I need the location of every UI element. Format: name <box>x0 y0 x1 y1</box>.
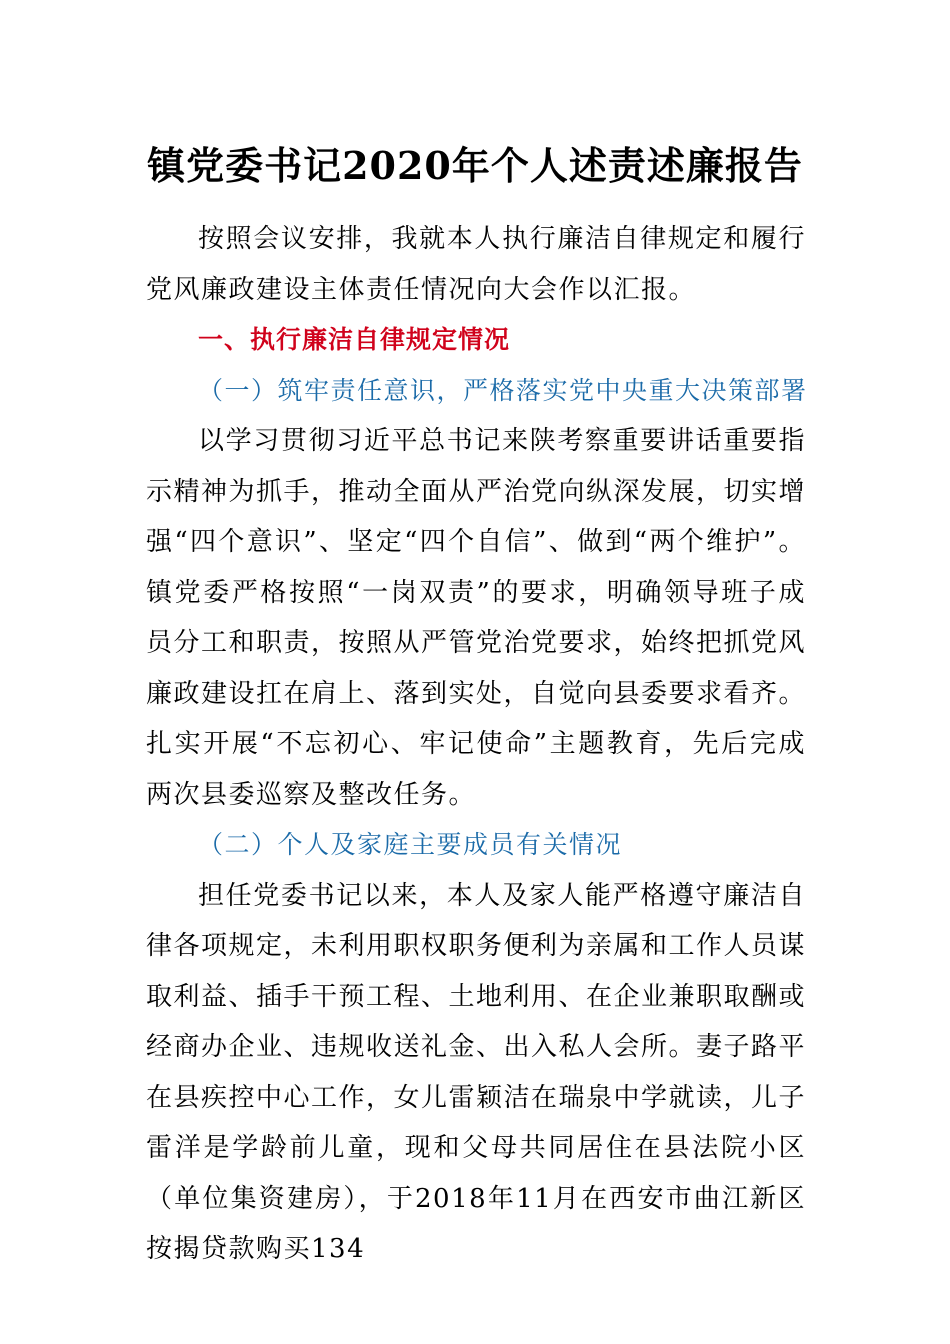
section-heading-1: 一、执行廉洁自律规定情况 <box>198 325 511 354</box>
subsection-1-paragraph: 以学习贯彻习近平总书记来陕考察重要讲话重要指示精神为抓手，推动全面从严治党向纵深发展，切实增强“四个意识”、坚定“四个自信”、做到“两个维护”。镇党委严格按照“一岗双责”的要求，明确领导班子成员分工和职责，按照从严管党治党要求，始终把抓党风廉政建设扛在肩上、落到实处，自觉向县委要求看齐。扎实开展“不忘初心、牢记使命”主题教育，先后完成两次县委巡察及整改任务。 <box>146 426 807 810</box>
document-body <box>146 214 806 1275</box>
document-title: 镇党委书记2020年个人述责述廉报告 <box>147 143 803 188</box>
intro-paragraph: 按照会议安排，我就本人执行廉洁自律规定和履行党风廉政建设主体责任情况向大会作以汇报。 <box>146 224 806 305</box>
subsection-2-paragraph: 担任党委书记以来，本人及家人能严格遵守廉洁自律各项规定，未利用职权职务便利为亲属和工作人员谋取利益、插手干预工程、土地利用、在企业兼职取酬或经商办企业、违规收送礼金、出入私人会所。妻子路平在县疾控中心工作，女儿雷颖洁在瑞泉中学就读，儿子雷洋是学龄前儿童，现和父母共同居住在县法院小区（单位集资建房），于2018年11月在西安市曲江新区按揭贷款购买134 <box>146 880 807 1264</box>
subsection-heading-2: （二）个人及家庭主要成员有关情况 <box>198 830 623 859</box>
subsection-heading-1: （一）筑牢责任意识，严格落实党中央重大决策部署 <box>198 375 808 405</box>
